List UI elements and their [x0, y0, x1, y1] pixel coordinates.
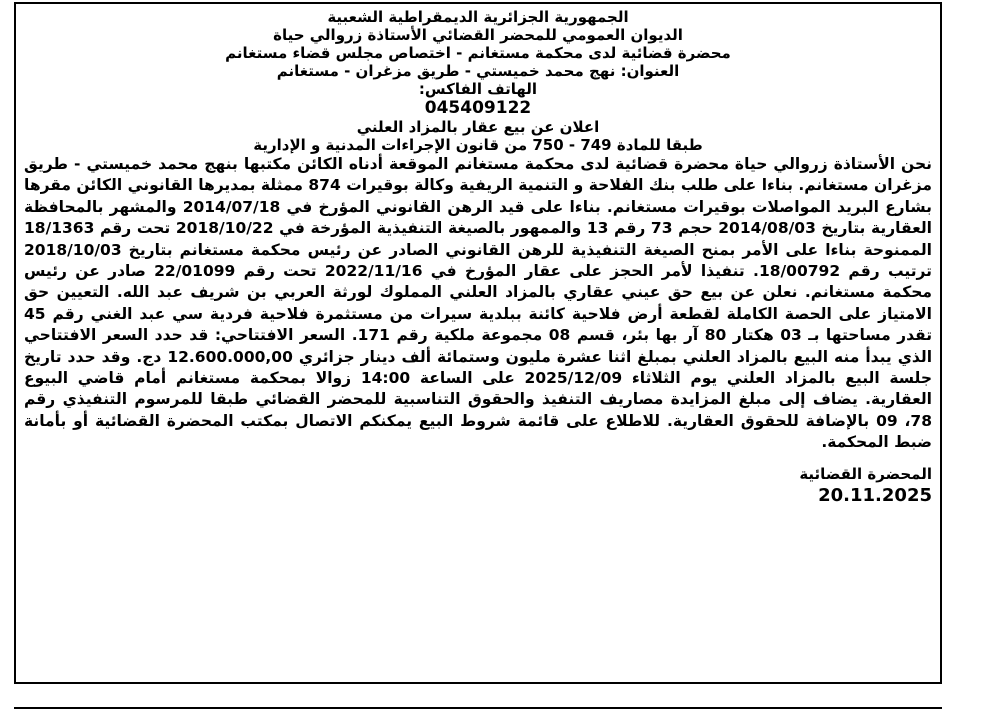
phone-fax-label: الهاتف الفاكس: — [418, 80, 538, 98]
auction-notice — [14, 2, 942, 684]
office-name: الديوان العمومي للمحضر القضائي الأستاذة زروالي حياة — [273, 26, 683, 44]
notice-title: اعلان عن بيع عقار بالمزاد العلني — [356, 118, 600, 136]
signature-title: المحضرة القضائية — [799, 464, 932, 483]
phone-fax-number: 045409122 — [424, 98, 532, 118]
bottom-divider — [14, 707, 942, 709]
signature-block — [24, 464, 932, 508]
republic-title: الجمهورية الجزائرية الديمقراطية الشعبية — [327, 8, 629, 26]
notice-body: نحن الأستاذة زروالي حياة محضرة قضائية لدى محكمة مستغانم الموقعة أدناه الكائن مكتبها بنهج محمد خميستي - طريق مزغران مستغانم. بناءا على طلب بنك الفلاحة و التنمية الريفية وكالة بوقيرات 874 ممثلة بمديرها القانوني الكائن مقرها بشارع البريد المواصلات بوقيرات مستغانم. بناءا على قيد الرهن القانوني المؤرخ في 2014/07/18 والمشهر بالمحافظة العقارية بتاريخ 2014/08/03 حجم 73 رقم 13 والممهور بالصيغة التنفيذية المؤرخة في 2018/10/22 تحت رقم 18/1363 الممنوحة بناءا على الأمر بمنح الصيغة التنفيذية للرهن القانوني الصادر عن رئيس محكمة مستغانم بتاريخ 2018/10/03 ترتيب رقم 18/00792. تنفيذا لأمر الحجز على عقار المؤرخ في 2022/11/16 تحت رقم 22/01099 صادر عن رئيس محكمة مستغانم. نعلن عن بيع حق عيني عقاري بالمزاد العلني المملوك لورثة العربي بن شريف عبد الله. التعيين حق الامتياز على الحصة الكاملة لقطعة أرض فلاحية كائنة ببلدية سيرات من مستثمرة فلاحية فردية سي عبد الغني رقم 45 تقدر مساحتها بـ 03 هكتار 80 آر بها بئر، قسم 08 مجموعة ملكية رقم 171. السعر الافتتاحي: قد حدد السعر الافتتاحي الذي يبدأ منه البيع بالمزاد العلني بمبلغ اثنا عشرة مليون وستمائة ألف دينار جزائري 12.600.000,00 دج. وقد حدد تاريخ جلسة البيع بالمزاد العلني يوم الثلاثاء 2025/12/09 على الساعة 14:00 زوالا بمحكمة مستغانم أمام قاضي البيوع العقارية. يضاف إلى مبلغ المزايدة مصاريف التنفيذ والحقوق التناسبية للمحضر القضائي طبقا للمرسوم التنفيذي رقم 78، 09 بالإضافة للحقوق العقارية. للاطلاع على قائمة شروط البيع يمكنكم الاتصال بمكتب المحضرة القضائية أو بأمانة ضبط المحكمة. — [24, 155, 933, 452]
signature-date: 20.11.2025 — [818, 484, 932, 506]
jurisdiction-line: محضرة قضائية لدى محكمة مستغانم - اختصاص مجلس قضاء مستغانم — [225, 44, 731, 62]
address-line: العنوان: نهج محمد خميستي - طريق مزغران - مستغانم — [276, 62, 680, 80]
legal-reference: طبقا للمادة 749 - 750 من قانون الإجراءات المدنية و الإدارية — [253, 136, 703, 154]
notice-header — [24, 8, 932, 154]
